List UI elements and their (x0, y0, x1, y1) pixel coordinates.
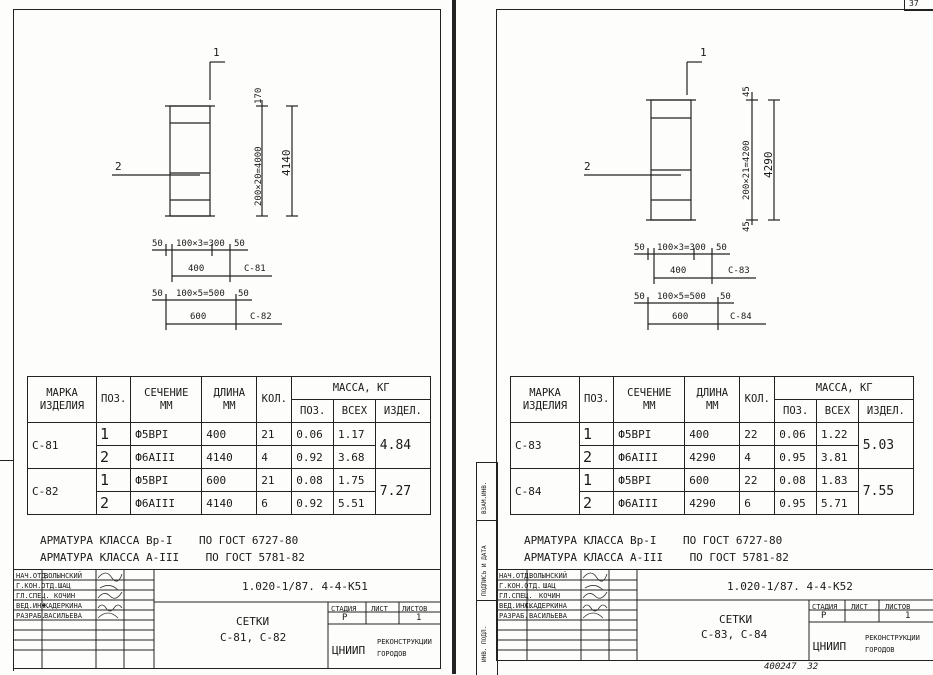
cell-mass-item: 4.84 (375, 423, 430, 469)
cell-pos: 1 (580, 423, 614, 446)
cell-mass-all: 1.17 (334, 423, 376, 446)
cell-section: Ф6АIII (131, 492, 202, 515)
cell-pos: 1 (97, 469, 131, 492)
dim-vertical-total: 4140 (280, 149, 293, 176)
left-mesh-drawing (0, 0, 452, 380)
note-reinforcement-2: АРМАТУРА КЛАССА А-III ПО ГОСТ 5781-82 (40, 551, 305, 564)
left-sheet (0, 0, 452, 674)
note-reinforcement-1: АРМАТУРА КЛАССА Вр-I ПО ГОСТ 6727-80 (40, 534, 299, 547)
th-length: ДЛИНА ММ (685, 377, 740, 423)
cell-qty: 6 (740, 492, 775, 515)
org-name: ЦНИИП (813, 640, 847, 653)
dim-vertical-chain: 200×20=4000 (254, 146, 264, 206)
th-mark: МАРКА ИЗДЕЛИЯ (511, 377, 580, 423)
th-mass-all: ВСЕХ (817, 400, 859, 423)
sheets-header: ЛИСТОВ (402, 605, 428, 613)
cell-section: Ф5ВРI (614, 469, 685, 492)
role-name: ВАСИЛЬЕВА (529, 612, 567, 620)
cell-length: 600 (685, 469, 740, 492)
dim-top-end1: 50 (634, 243, 645, 253)
role-label: НАЧ.ОТД. (16, 572, 50, 580)
cell-mass-pos: 0.08 (775, 469, 817, 492)
cell-section: Ф5ВРI (131, 423, 202, 446)
cell-section: Ф6АIII (131, 446, 202, 469)
left-title-block (13, 569, 441, 669)
th-mark: МАРКА ИЗДЕЛИЯ (28, 377, 97, 423)
mark-b: С-82 (250, 312, 272, 322)
mark-a: С-81 (244, 264, 266, 274)
th-mass-item: ИЗДЕЛ. (375, 400, 430, 423)
cell-length: 4140 (202, 446, 257, 469)
leader-label-2: 2 (115, 160, 122, 173)
th-mass-pos: ПОЗ. (775, 400, 817, 423)
th-mass: МАССА, КГ (292, 377, 431, 400)
signature-scribbles (14, 570, 154, 630)
role-name: КОЧИН (539, 592, 561, 600)
dim-bot-mid: 100×5=500 (176, 289, 225, 299)
cell-mass-pos: 0.95 (775, 446, 817, 469)
dim-width-b: 600 (190, 312, 207, 322)
left-spec-table (27, 376, 431, 515)
dim-vertical-small: 45 (742, 86, 752, 97)
sheets-header: ЛИСТОВ (885, 603, 911, 611)
role-label: Г.КОН.ОТД. (16, 582, 59, 590)
org-name: ЦНИИП (332, 644, 366, 657)
role-name: КАДЕРКИНА (529, 602, 567, 610)
cell-qty: 21 (257, 423, 292, 446)
cell-section: Ф5ВРI (614, 423, 685, 446)
dim-bot-end1: 50 (634, 292, 645, 302)
document-code: 1.020-1/87. 4-4-К52 (727, 580, 853, 593)
cell-mass-all: 5.51 (334, 492, 376, 515)
role-name: ВАСИЛЬЕВА (44, 612, 82, 620)
cell-qty: 21 (257, 469, 292, 492)
dim-width-b: 600 (672, 312, 689, 322)
cell-mass-pos: 0.92 (292, 492, 334, 515)
page-number: 37 (909, 0, 919, 8)
cell-pos: 2 (580, 446, 614, 469)
cell-mass-pos: 0.06 (775, 423, 817, 446)
th-length: ДЛИНА ММ (202, 377, 257, 423)
cell-length: 4140 (202, 492, 257, 515)
mark-a: С-83 (728, 266, 750, 276)
cell-length: 4290 (685, 446, 740, 469)
role-label: ВЕД.ИНЖ. (16, 602, 50, 610)
cell-pos: 2 (97, 446, 131, 469)
right-title-block (496, 569, 933, 661)
cell-mass-item: 7.55 (858, 469, 913, 515)
side-label-replace: ВЗАМ.ИНВ. (481, 481, 488, 514)
cell-qty: 22 (740, 423, 775, 446)
leader-label-1: 1 (700, 46, 707, 59)
cell-mass-all: 3.68 (334, 446, 376, 469)
th-mass: МАССА, КГ (775, 377, 914, 400)
role-name: ШАЦ (543, 582, 556, 590)
cell-mark: С-82 (28, 469, 97, 515)
table-row (28, 423, 431, 446)
note-reinforcement-2: АРМАТУРА КЛАССА А-III ПО ГОСТ 5781-82 (524, 551, 789, 564)
document-code: 1.020-1/87. 4-4-К51 (242, 580, 368, 593)
cell-mark: С-83 (511, 423, 580, 469)
role-label: ГЛ.СПЕЦ. (16, 592, 50, 600)
th-mass-all: ВСЕХ (334, 400, 376, 423)
drawing-title-1: СЕТКИ (236, 615, 270, 628)
cell-section: Ф5ВРI (131, 469, 202, 492)
stage-header: СТАДИЯ (331, 605, 357, 613)
drawing-title-1: СЕТКИ (719, 613, 753, 626)
stage-value: Р (342, 613, 348, 623)
role-name: ВОЛЫНСКИЙ (44, 572, 82, 580)
leader-label-2: 2 (584, 160, 591, 173)
dim-top-end2: 50 (716, 243, 727, 253)
sheet-header: ЛИСТ (371, 605, 388, 613)
note-reinforcement-1: АРМАТУРА КЛАССА Вр-I ПО ГОСТ 6727-80 (524, 534, 783, 547)
cell-mass-all: 5.71 (817, 492, 859, 515)
table-row (511, 423, 914, 446)
cell-qty: 4 (740, 446, 775, 469)
dim-vertical-small: 170 (254, 87, 264, 104)
right-sheet (456, 0, 933, 674)
dim-vertical-small-2: 45 (742, 221, 752, 232)
th-qty: КОЛ. (257, 377, 292, 423)
drawing-title-2: С-81, С-82 (220, 631, 287, 644)
cell-mark: С-84 (511, 469, 580, 515)
dim-bot-end2: 50 (238, 289, 249, 299)
side-label-inventory: ИНВ. ПОДЛ. (481, 625, 488, 662)
cell-section: Ф6АIII (614, 492, 685, 515)
dim-bot-end1: 50 (152, 289, 163, 299)
org-sub2: ГОРОДОВ (865, 646, 895, 654)
cell-mass-pos: 0.95 (775, 492, 817, 515)
mark-b: С-84 (730, 312, 752, 322)
cell-mass-all: 1.75 (334, 469, 376, 492)
th-mass-item: ИЗДЕЛ. (858, 400, 913, 423)
cell-mass-pos: 0.08 (292, 469, 334, 492)
right-mesh-drawing (456, 0, 933, 380)
role-label: РАЗРАБ. (499, 612, 529, 620)
dim-width-a: 400 (670, 266, 687, 276)
table-row (28, 469, 431, 492)
right-spec-table (510, 376, 914, 515)
dim-top-mid: 100×3=300 (176, 239, 225, 249)
th-mass-pos: ПОЗ. (292, 400, 334, 423)
sheets-value: 1 (416, 613, 422, 623)
role-name: КАДЕРКИНА (44, 602, 82, 610)
th-pos: ПОЗ. (97, 377, 131, 423)
drawing-title-2: С-83, С-84 (701, 628, 768, 641)
th-qty: КОЛ. (740, 377, 775, 423)
role-label: РАЗРАБ. (16, 612, 46, 620)
cell-mass-all: 3.81 (817, 446, 859, 469)
sheet-header: ЛИСТ (851, 603, 868, 611)
org-sub1: РЕКОНСТРУКЦИИ (377, 638, 432, 646)
role-name: ШАЦ (58, 582, 71, 590)
org-sub2: ГОРОДОВ (377, 650, 407, 658)
role-name: КОЧИН (54, 592, 76, 600)
cell-mass-item: 5.03 (858, 423, 913, 469)
role-label: НАЧ.ОТД. (499, 572, 533, 580)
left-side-band (0, 460, 14, 671)
stage-header: СТАДИЯ (812, 603, 838, 611)
th-section: СЕЧЕНИЕ ММ (614, 377, 685, 423)
cell-mass-pos: 0.06 (292, 423, 334, 446)
cell-qty: 4 (257, 446, 292, 469)
cell-pos: 1 (580, 469, 614, 492)
side-label-signature: ПОДПИСЬ И ДАТА (481, 545, 488, 596)
cell-length: 600 (202, 469, 257, 492)
th-pos: ПОЗ. (580, 377, 614, 423)
role-label: Г.КОН.ОТД. (499, 582, 542, 590)
role-label: ВЕД.ИНЖ. (499, 602, 533, 610)
dim-top-end2: 50 (234, 239, 245, 249)
cell-qty: 6 (257, 492, 292, 515)
cell-section: Ф6АIII (614, 446, 685, 469)
role-name: ВОЛЫНСКИЙ (529, 572, 567, 580)
dim-bot-mid: 100×5=500 (657, 292, 706, 302)
role-label: ГЛ.СПЕЦ. (499, 592, 533, 600)
org-sub1: РЕКОНСТРУКЦИИ (865, 634, 920, 642)
dim-vertical-chain: 200×21=4200 (742, 140, 752, 200)
cell-pos: 1 (97, 423, 131, 446)
cell-pos: 2 (580, 492, 614, 515)
sheets-value: 1 (905, 611, 911, 621)
side-sep-2 (476, 600, 496, 601)
cell-mass-all: 1.22 (817, 423, 859, 446)
dim-top-end1: 50 (152, 239, 163, 249)
cell-mass-pos: 0.92 (292, 446, 334, 469)
stage-value: Р (821, 611, 827, 621)
leader-label-1: 1 (213, 46, 220, 59)
cell-qty: 22 (740, 469, 775, 492)
cell-length: 400 (685, 423, 740, 446)
cell-length: 4290 (685, 492, 740, 515)
cell-mass-item: 7.27 (375, 469, 430, 515)
cell-mark: С-81 (28, 423, 97, 469)
dim-vertical-total: 4290 (762, 151, 775, 178)
dim-top-mid: 100×3=300 (657, 243, 706, 253)
dim-width-a: 400 (188, 264, 205, 274)
cell-mass-all: 1.83 (817, 469, 859, 492)
table-row (511, 469, 914, 492)
handwritten-footer: 400247 32 (764, 662, 819, 672)
dim-bot-end2: 50 (720, 292, 731, 302)
th-section: СЕЧЕНИЕ ММ (131, 377, 202, 423)
cell-length: 400 (202, 423, 257, 446)
side-sep-1 (476, 520, 496, 521)
cell-pos: 2 (97, 492, 131, 515)
signature-scribbles (497, 570, 637, 630)
